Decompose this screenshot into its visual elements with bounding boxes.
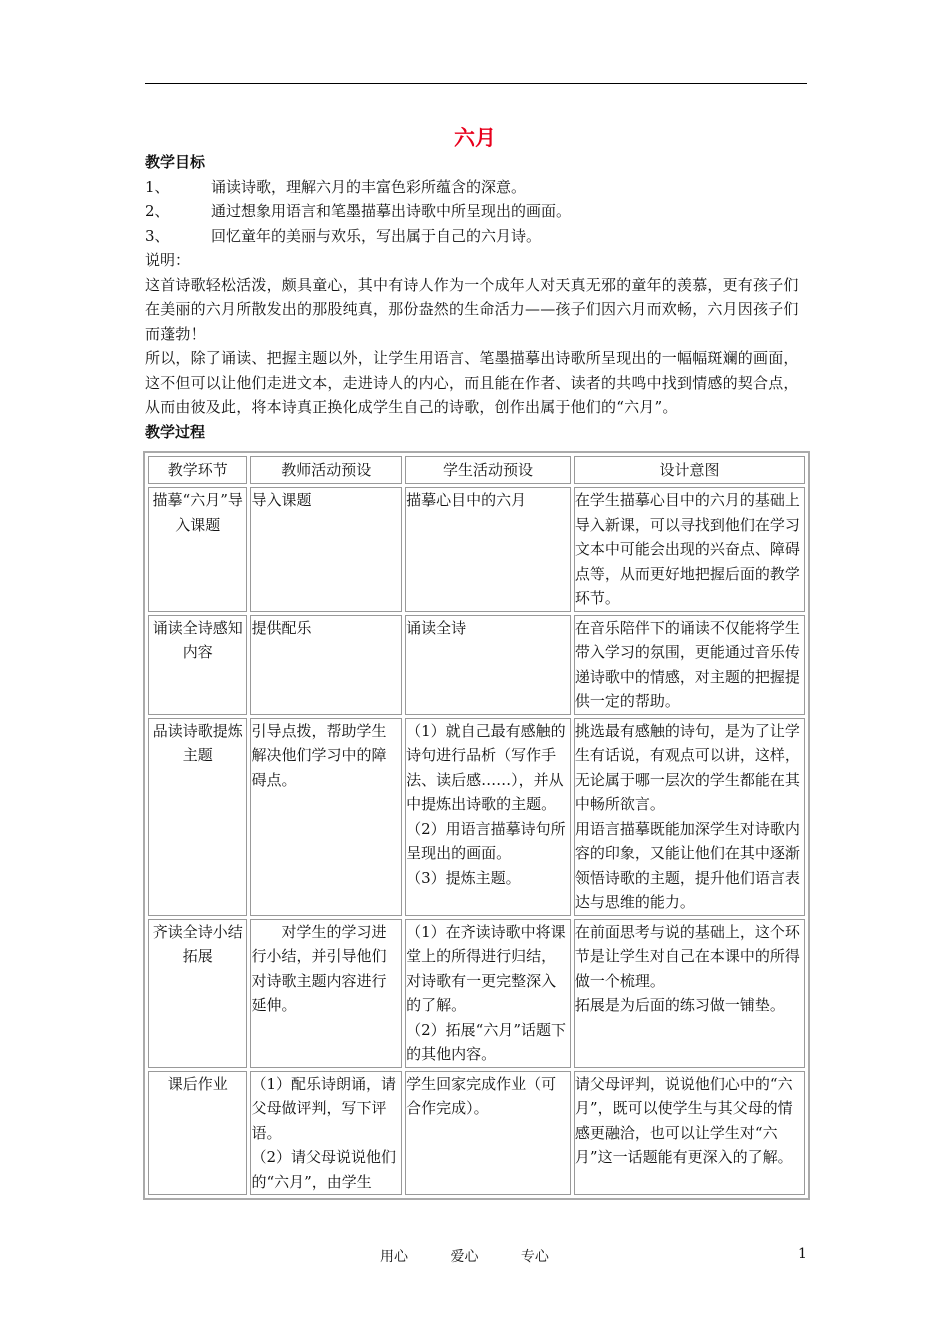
table-cell: 学生回家完成作业（可合作完成）。 xyxy=(405,1071,571,1196)
note-label: 说明： xyxy=(145,251,191,269)
table-cell: 提供配乐 xyxy=(250,615,402,715)
table-cell: （1）在齐读诗歌中将课堂上的所得进行归结，对诗歌有一更完整深入的了解。 （2）拓展“六月”话题下的其他内容。 xyxy=(405,919,571,1068)
table-row xyxy=(148,919,805,1068)
column-header: 学生活动预设 xyxy=(405,456,571,484)
table-row xyxy=(148,487,805,612)
process-heading: 教学过程 xyxy=(145,422,206,441)
table-row xyxy=(148,1071,805,1196)
table-cell: 挑选最有感触的诗句，是为了让学生有话说，有观点可以讲，这样，无论属于哪一层次的学生都能在其中畅所欲言。 用语言描摹既能加深学生对诗歌内容的印象，又能让他们在其中逐渐领悟诗歌的主题，提升他们语言表达与思维的能力。 xyxy=(574,718,805,916)
table-cell: 在学生描摹心目中的六月的基础上导入新课，可以寻找到他们在学习文本中可能会出现的兴奋点、障碍点等，从而更好地把握后面的教学环节。 xyxy=(574,487,805,612)
table-cell: 品读诗歌提炼主题 xyxy=(148,718,247,916)
table-cell: 诵读全诗 xyxy=(405,615,571,715)
goal-item: 3、 回忆童年的美丽与欢乐，写出属于自己的六月诗。 xyxy=(145,226,542,245)
table-cell: 齐读全诗小结拓展 xyxy=(148,919,247,1068)
table-cell: （1）配乐诗朗诵，请父母做评判，写下评语。 （2）请父母说说他们的“六月”，由学生 xyxy=(250,1071,402,1196)
paragraph: 这首诗歌轻松活泼，颇具童心，其中有诗人作为一个成年人对天真无邪的童年的羡慕，更有孩子们在美丽的六月所散发出的那股纯真，那份盎然的生命活力——孩子们因六月而欢畅，六月因孩子们而蓬勃！ xyxy=(145,275,799,343)
table-cell: 描摹心目中的六月 xyxy=(405,487,571,612)
table-cell: 请父母评判，说说他们心中的“六月”，既可以使学生与其父母的情感更融洽，也可以让学生对“六月”这一话题能有更深入的了解。 xyxy=(574,1071,805,1196)
table-cell: 导入课题 xyxy=(250,487,402,612)
header-rule xyxy=(145,83,807,84)
goals-heading: 教学目标 xyxy=(145,153,206,171)
table-row xyxy=(148,615,805,715)
column-header: 教学环节 xyxy=(148,456,247,484)
table-cell: 描摹“六月”导入课题 xyxy=(148,487,247,612)
table-cell: 诵读全诗感知内容 xyxy=(148,615,247,715)
table-header-row xyxy=(148,456,805,484)
lesson-table xyxy=(143,451,810,1200)
goal-item: 2、 通过想象用语言和笔墨描摹出诗歌中所呈现出的画面。 xyxy=(145,202,572,220)
document-body xyxy=(145,150,807,444)
table-cell: 在前面思考与说的基础上，这个环节是让学生对自己在本课中的所得做一个梳理。 拓展是为后面的练习做一铺垫。 xyxy=(574,919,805,1068)
table-cell: 引导点拨，帮助学生解决他们学习中的障碍点。 xyxy=(250,718,402,916)
table-cell: 对学生的学习进行小结，并引导他们对诗歌主题内容进行延伸。 xyxy=(250,919,402,1068)
goal-item: 1、 诵读诗歌，理解六月的丰富色彩所蕴含的深意。 xyxy=(145,177,527,196)
page-number: 1 xyxy=(798,1246,807,1262)
footer-motto: 用心 爱心 专心 xyxy=(380,1249,549,1265)
table-row xyxy=(148,718,805,916)
table-cell: （1）就自己最有感触的诗句进行品析（写作手法、读后感……），并从中提炼出诗歌的主题。 （2）用语言描摹诗句所呈现出的画面。 （3）提炼主题。 xyxy=(405,718,571,916)
table-cell: 在音乐陪伴下的诵读不仅能将学生带入学习的氛围，更能通过音乐传递诗歌中的情感，对主题的把握提供一定的帮助。 xyxy=(574,615,805,715)
column-header: 教师活动预设 xyxy=(250,456,402,484)
column-header: 设计意图 xyxy=(574,456,805,484)
table-cell: 课后作业 xyxy=(148,1071,247,1196)
paragraph: 所以，除了诵读、把握主题以外，让学生用语言、笔墨描摹出诗歌所呈现出的一幅幅斑斓的画面，这不但可以让他们走进文本，走进诗人的内心，而且能在作者、读者的共鸣中找到情感的契合点，从而由彼及此，将本诗真正换化成学生自己的诗歌，创作出属于他们的“六月”。 xyxy=(145,349,799,416)
page-title: 六月 xyxy=(454,125,496,150)
